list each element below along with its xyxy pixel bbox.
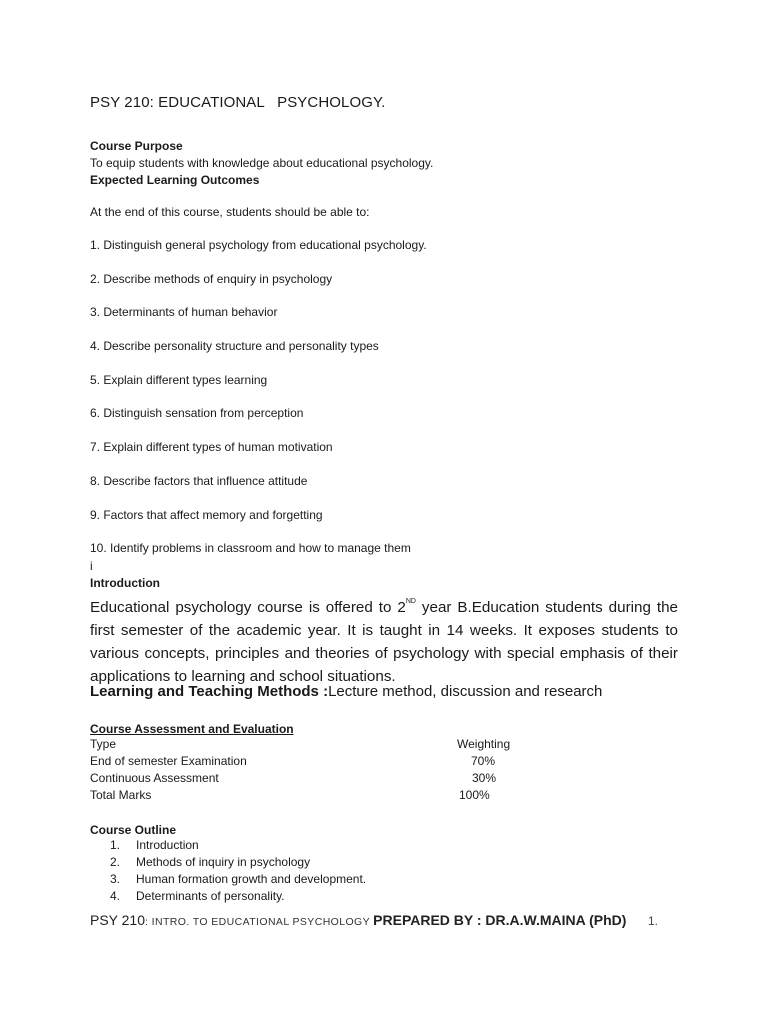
outline-item bbox=[110, 872, 366, 889]
assessment-type: End of semester Examination bbox=[90, 754, 247, 768]
intro-text-rest: year B.Education students during the first semester of the academic year. It is taught in 14 weeks. It exposes students to various concepts, principles and theories of psychology with special emphasis of their applications to learning and school situations. bbox=[90, 599, 678, 685]
assessment-table bbox=[90, 737, 530, 805]
course-outline-list bbox=[110, 838, 366, 906]
outcomes-list bbox=[90, 238, 427, 558]
ordinal-suffix: ND bbox=[405, 598, 416, 605]
course-purpose-heading: Course Purpose bbox=[90, 139, 183, 153]
outline-text: Human formation growth and development. bbox=[136, 872, 367, 886]
course-outline-heading: Course Outline bbox=[90, 823, 177, 837]
page-number: 1. bbox=[648, 914, 659, 928]
outcome-item: 5. Explain different types learning bbox=[90, 372, 268, 387]
assessment-heading: Course Assessment and Evaluation bbox=[90, 722, 294, 736]
introduction-heading: Introduction bbox=[90, 576, 160, 590]
outline-item bbox=[110, 855, 366, 872]
outline-number: 4. bbox=[110, 889, 121, 903]
outcome-item: 6. Distinguish sensation from perception bbox=[90, 406, 304, 421]
introduction-paragraph bbox=[90, 590, 678, 688]
type-column-header: Type bbox=[90, 737, 117, 751]
outline-item bbox=[110, 838, 366, 855]
stray-character: i bbox=[90, 559, 93, 573]
outline-number: 1. bbox=[110, 838, 121, 852]
teaching-methods-label: Learning and Teaching Methods : bbox=[90, 683, 329, 700]
assessment-header-row bbox=[90, 737, 530, 754]
document-title: PSY 210: EDUCATIONAL PSYCHOLOGY. bbox=[90, 94, 386, 111]
outcome-item: 3. Determinants of human behavior bbox=[90, 305, 278, 320]
outline-number: 3. bbox=[110, 872, 121, 886]
outcomes-heading: Expected Learning Outcomes bbox=[90, 173, 260, 187]
outline-text: Introduction bbox=[136, 838, 199, 852]
outcome-item: 4. Describe personality structure and personality types bbox=[90, 339, 379, 354]
outcome-item: 1. Distinguish general psychology from educational psychology. bbox=[90, 238, 427, 252]
assessment-type: Continuous Assessment bbox=[90, 771, 219, 785]
footer-course-code: PSY 210 bbox=[90, 912, 146, 928]
weighting-column-header: Weighting bbox=[457, 737, 511, 751]
assessment-type: Total Marks bbox=[90, 788, 152, 802]
assessment-weighting: 30% bbox=[472, 771, 497, 785]
assessment-row bbox=[90, 771, 530, 788]
outline-text: Determinants of personality. bbox=[136, 889, 285, 903]
outline-number: 2. bbox=[110, 855, 121, 869]
outline-item bbox=[110, 889, 366, 906]
course-purpose-text: To equip students with knowledge about educational psychology. bbox=[90, 156, 434, 170]
outcome-item: 10. Identify problems in classroom and how to manage them bbox=[90, 541, 411, 556]
page-footer bbox=[90, 912, 626, 928]
assessment-weighting: 100% bbox=[459, 788, 490, 802]
outcomes-intro: At the end of this course, students should be able to: bbox=[90, 205, 370, 219]
outcome-item: 7. Explain different types of human motivation bbox=[90, 440, 333, 455]
outcome-item: 8. Describe factors that influence attitude bbox=[90, 473, 308, 488]
teaching-methods-text: Lecture method, discussion and research bbox=[328, 683, 603, 700]
footer-prepared-by: PREPARED BY : DR.A.W.MAINA (PhD) bbox=[373, 912, 627, 928]
outcome-item: 2. Describe methods of enquiry in psychology bbox=[90, 271, 333, 286]
intro-text-start: Educational psychology course is offered to 2 bbox=[90, 599, 406, 616]
assessment-row bbox=[90, 754, 530, 771]
footer-course-name: : INTRO. TO EDUCATIONAL PSYCHOLOGY bbox=[145, 916, 374, 928]
assessment-weighting: 70% bbox=[471, 754, 496, 768]
teaching-methods bbox=[90, 683, 602, 700]
outline-text: Methods of inquiry in psychology bbox=[136, 855, 311, 869]
outcome-item: 9. Factors that affect memory and forgetting bbox=[90, 507, 323, 522]
assessment-row bbox=[90, 788, 530, 805]
